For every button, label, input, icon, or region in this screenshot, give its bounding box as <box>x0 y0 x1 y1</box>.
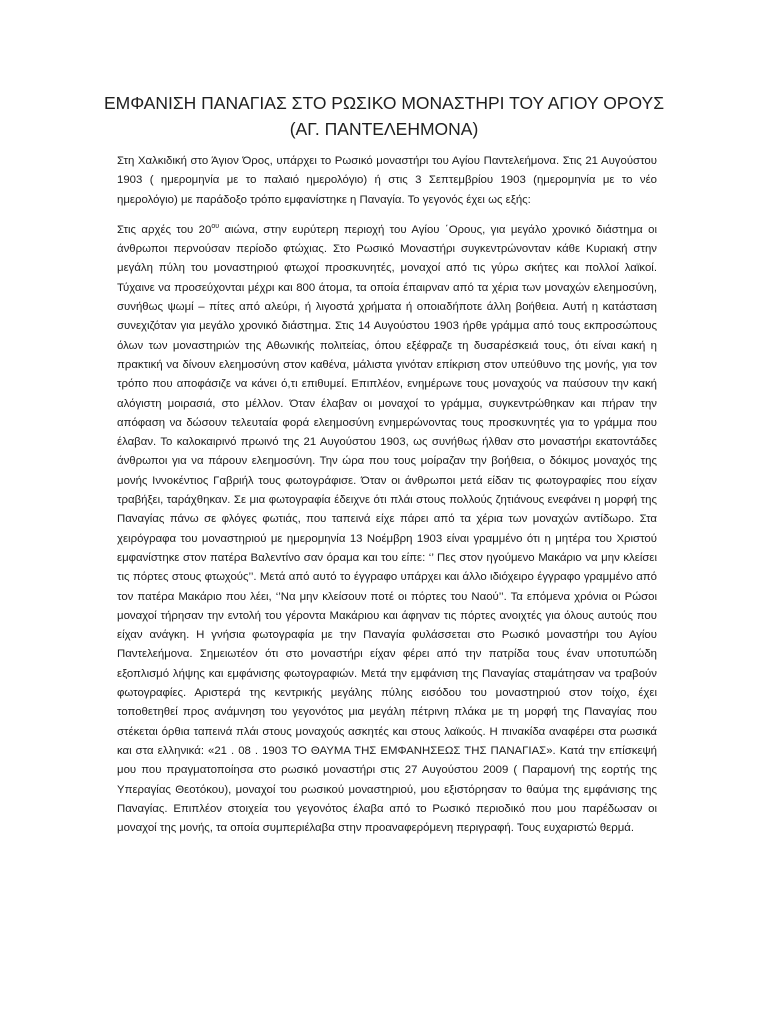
document-body <box>117 152 657 849</box>
document-title: ΕΜΦΑΝΙΣΗ ΠΑΝΑΓΙΑΣ ΣΤΟ ΡΩΣΙΚΟ ΜΟΝΑΣΤΗΡΙ ΤΟΥ ΑΓΙΟΥ ΟΡΟΥΣ (ΑΓ. ΠΑΝΤΕΛΕΗΜΟΝΑ) <box>103 93 665 139</box>
main-paragraph <box>117 221 657 839</box>
main-paragraph-text: αιώνα, στην ευρύτερη περιοχή του Αγίου ΄Ορους, για μεγάλο χρονικό διάστημα οι άνθρωποι περνούσαν περίοδο φτώχιας. Στο Ρωσικό Μοναστήρι συγκεντρώνονταν κάθε Κυριακή στην μεγάλη πύλη του μοναστηριού φτωχοί προσκυνητές, μοναχοί από τις γύρω σκήτες και πολλοί λαϊκοί. Τύχαινε να προσεύχονται μέχρι και 800 άτομα, τα οποία έπαιρναν από τα χέρια των μοναχών ελεημοσύνη, συνήθως ψωμί – πίτες από αλεύρι, ή λιγοστά χρήματα ή οποιαδήποτε άλλη βοήθεια. Αυτή η κατάσταση συνεχιζόταν για μεγάλο χρονικό διάστημα. Στις 14 Αυγούστου 1903 ήρθε γράμμα από τους εκπροσώπους όλων των μοναστηριών της Αθωνικής πολιτείας, όπου εξέφραζε τη δυσαρέσκειά τους, ότι είναι κακή η πρακτική να δίνουν ελεημοσύνη στον καθένα, μάλιστα γινόταν επίκριση στον υπεύθυνο της μονής, για τον τρόπο που αποφάσιζε να κάνει ό,τι επιθυμεί. Επιπλέον, ενημέρωνε τους μοναχούς να παύσουν την κακή αλόγιστη μοιρασιά, στο μέλλον. Όταν έλαβαν οι μοναχοί το γράμμα, συγκεντρώθηκαν και πήραν την απόφαση να δώσουν τελευταία φορά ελεημοσύνη ενημερώνοντας τους προσκυνητές για το γράμμα που έλαβαν. Το καλοκαιρινό πρωινό της 21 Αυγούστου 1903, ως συνήθως ήλθαν στο μοναστήρι εκατοντάδες άνθρωποι για να πάρουν ελεημοσύνη. Την ώρα που τους μοίραζαν την βοήθεια, ο δόκιμος μοναχός της μονής Ιννοκέντιος Γαβριήλ τους φωτογράφισε. Όταν οι άνθρωποι μετά είδαν τις φωτογραφίες που είχαν τραβήξει, ταράχθηκαν. Σε μια φωτογραφία έδειχνε ότι πλάι στους πολλούς ζητιάνους ενεφάνει η μορφή της Παναγίας πάνω σε φλόγες φωτιάς, που ταπεινά είχε πάρει από τα χέρια των μοναχών αντίδωρο. Στα χειρόγραφα του μοναστηριού με ημερομηνία 13 Νοέμβρη 1903 είναι γραμμένο ότι η μητέρα του Χριστού εμφανίστηκε στον πατέρα Βαλεντίνο σαν όραμα και του είπε: ‘’ Πες στον ηγούμενο Μακάριο να μην κλείσει τις πόρτες στους φτωχούς’’. Μετά από αυτό το έγγραφο υπάρχει και άλλο ιδιόχειρο έγγραφο γραμμένο από τον πατέρα Μακάριο που λέει, ‘’Να μην κλείσουν ποτέ οι πόρτες του Ναού’’. Τα επόμενα χρόνια οι Ρώσοι μοναχοί τήρησαν την εντολή του γέροντα Μακάριου και άφηναν τις πόρτες ανοιχτές για όλους αυτούς που είχαν ανάγκη. Η γνήσια φωτογραφία με την Παναγία φυλάσσεται στο Ρωσικό μοναστήρι του Αγίου Παντελεήμονα. Σημειωτέον ότι στο μοναστήρι είχαν φέρει από την πατρίδα τους έναν υποτυπώδη εξοπλισμό λήψης και εμφάνισης φωτογραφιών. Μετά την εμφάνιση της Παναγίας σταμάτησαν να τραβούν φωτογραφίες. Αριστερά της κεντρικής μεγάλης πύλης εισόδου του μοναστηριού στον τοίχο, έχει τοποθετηθεί προς ανάμνηση του γεγονότος μια μεγάλη πέτρινη πλάκα με τη μορφή της Παναγίας που στέκεται όρθια ταπεινά πλάι στους μοναχούς ασκητές και στους λαϊκούς. Η πινακίδα αναφέρει στα ρωσικά και στα ελληνικά: «21 . 08 . 1903 ΤΟ ΘΑΥΜΑ ΤΗΣ ΕΜΦΑΝΗΣΕΩΣ ΤΗΣ ΠΑΝΑΓΙΑΣ». Κατά την επίσκεψή μου που πραγματοποίησα στο ρωσικό μοναστήρι στις 27 Αυγούστου 2009 ( Παραμονή της εορτής της Υπεραγίας Θεοτόκου), μοναχοί του ρωσικού μοναστηριού, μου εξιστόρησαν το θαύμα της εμφάνισης της Παναγίας. Επιπλέον στοιχεία του γεγονότος έλαβα από το Ρωσικό περιοδικό που μου παρέδωσαν οι μοναχοί της μονής, τα οποία συμπεριέλαβα στην προαναφερόμενη περιγραφή. Τους ευχαριστώ θερμά. <box>117 223 657 835</box>
century-superscript: ου <box>211 222 220 230</box>
intro-paragraph: Στη Χαλκιδική στο Άγιον Όρος, υπάρχει το Ρωσικό μοναστήρι του Αγίου Παντελεήμονα. Στις 21 Αυγούστου 1903 ( ημερομηνία με το παλαιό ημερολόγιο) ή στις 3 Σεπτεμβρίου 1903 (ημερομηνία με το νέο ημερολόγιο) με παράδοξο τρόπο εμφανίστηκε η Παναγία. Το γεγονός έχει ως εξής: <box>117 155 657 206</box>
main-paragraph-start: Στις αρχές του 20 <box>117 223 212 236</box>
